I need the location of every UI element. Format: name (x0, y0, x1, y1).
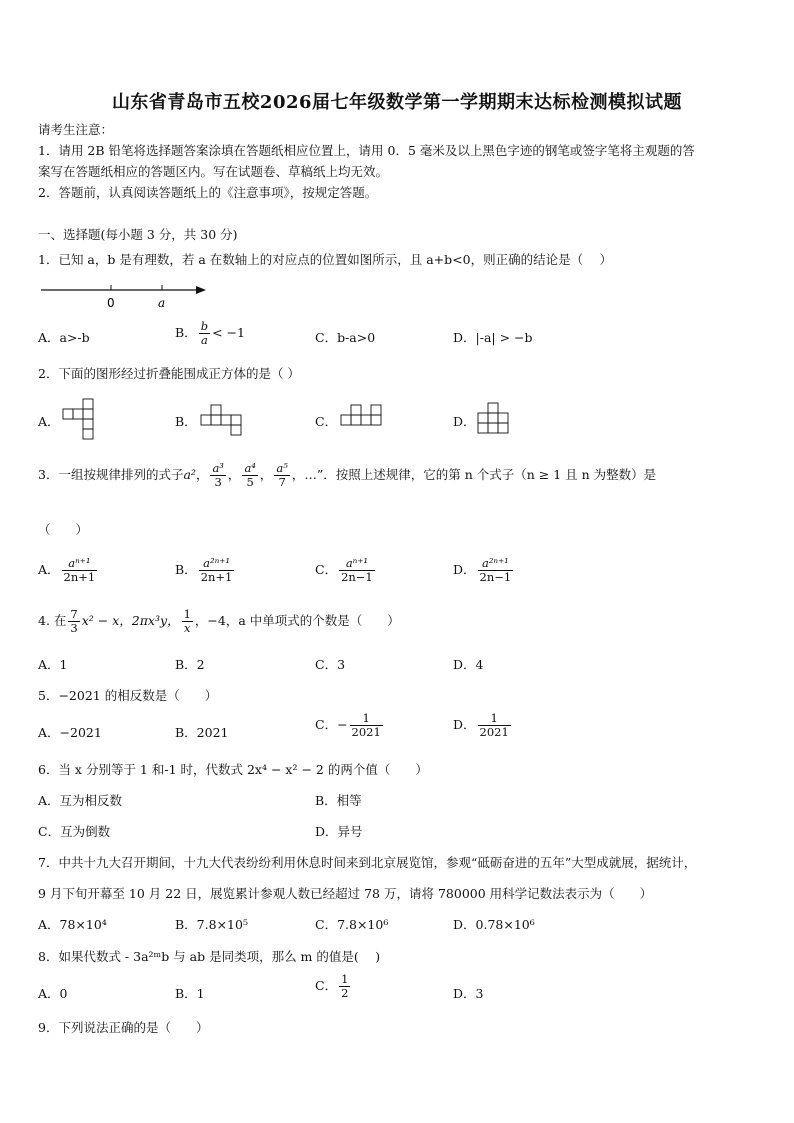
q5-option-a[interactable]: A．−2021 (38, 725, 102, 740)
q7-option-d[interactable]: D．0.78×10⁶ (453, 917, 535, 932)
notice-heading: 请考生注意： (38, 122, 114, 137)
q6-option-b[interactable]: B．相等 (315, 793, 362, 808)
q2-option-c[interactable]: C． (315, 414, 338, 429)
q1-option-c[interactable]: C．b-a>0 (315, 330, 376, 345)
q4-option-b[interactable]: B．2 (175, 657, 205, 672)
q5-option-d[interactable]: D． $\frac{1}{2021}$ (453, 711, 509, 740)
q4-option-c[interactable]: C．3 (315, 657, 346, 672)
q2-net-d-figure (477, 402, 513, 436)
q3-stem: 3．一组按规律排列的式子a²， $\frac{\text{a³}}{3}$ ， $\frac{\text{a⁴}}{5}$ ， $\frac{\text{a⁵}}{7}$ ，…”．按照上述规律，它的第 n 个式子（n ≥ 1 且 n 为整数）是 (38, 461, 657, 490)
q3-answer-paren: （ ） (38, 522, 89, 537)
arrow-head-icon (196, 286, 206, 294)
notice-item-1-cont: 案写在答题纸相应的答题区内。写在试题卷、草稿纸上均无效。 (38, 164, 389, 179)
q4-option-d[interactable]: D．4 (453, 657, 484, 672)
q1-stem: 1．已知 a，b 是有理数，若 a 在数轴上的对应点的位置如图所示，且 a+b<0，则正确的结论是（ ） (38, 252, 613, 267)
q2-option-a[interactable]: A． (38, 414, 60, 429)
page-title: 山东省青岛市五校2026届七年级数学第一学期期末达标检测模拟试题 (111, 92, 683, 113)
q6-stem: 6．当 x 分别等于 1 和-1 时，代数式 2x⁴ − x² − 2 的两个值（ ） (38, 762, 428, 777)
q1-option-b[interactable]: B． $\frac{b}{a}$ < −1 (175, 319, 245, 348)
q8-option-b[interactable]: B．1 (175, 986, 205, 1001)
label-zero: 0 (107, 296, 115, 310)
q3-option-b[interactable]: B． $\frac{\text{a²ⁿ⁺¹}}{2n+1}$ (175, 556, 233, 585)
notice-item-1: 1．请用 2B 铅笔将选择题答案涂填在答题纸相应位置上，请用 0．5 毫米及以上黑色字迹的钢笔或签字笔将主观题的答 (38, 143, 695, 158)
section-heading: 一、选择题(每小题 3 分，共 30 分) (38, 227, 238, 242)
q8-option-c[interactable]: C． $\frac{1}{2}$ (315, 972, 349, 1001)
q4-stem: 4. 在 $\frac{7}{3}$ x² − x，2πx³y， $\frac{1}{x}$ ，−4，a 中单项式的个数是（ ） (38, 607, 400, 636)
q5-stem: 5．−2021 的相反数是（ ） (38, 688, 218, 703)
q5-option-b[interactable]: B．2021 (175, 725, 229, 740)
q2-net-c-figure (340, 404, 386, 432)
q9-stem: 9．下列说法正确的是（ ） (38, 1020, 209, 1035)
notice-item-2: 2．答题前，认真阅读答题纸上的《注意事项》，按规定答题。 (38, 185, 378, 200)
q6-option-a[interactable]: A．互为相反数 (38, 793, 123, 808)
q1-option-a[interactable]: A．a>-b (38, 330, 90, 345)
q6-option-c[interactable]: C．互为倒数 (38, 824, 111, 839)
q3-option-d[interactable]: D． $\frac{\text{a²ⁿ⁺¹}}{2n-1}$ (453, 556, 512, 585)
q8-stem: 8．如果代数式 - 3a²ᵐb 与 ab 是同类项，那么 m 的值是( ) (38, 949, 381, 964)
q8-option-d[interactable]: D．3 (453, 986, 484, 1001)
q7-option-c[interactable]: C．7.8×10⁶ (315, 917, 389, 932)
q7-stem-line-2: 9 月下旬开幕至 10 月 22 日，展览累计参观人数已经超过 78 万，请将 780000 用科学记数法表示为（ ） (38, 886, 653, 901)
q8-option-a[interactable]: A．0 (38, 986, 68, 1001)
q7-option-b[interactable]: B．7.8×10⁵ (175, 917, 248, 932)
q3-option-a[interactable]: A． $\frac{\text{aⁿ⁺¹}}{2n+1}$ (38, 556, 96, 585)
q2-net-a-figure (62, 398, 98, 440)
q3-option-c[interactable]: C． $\frac{\text{aⁿ⁺¹}}{2n-1}$ (315, 556, 373, 585)
q2-option-b[interactable]: B． (175, 414, 197, 429)
q5-option-c[interactable]: C．− $\frac{1}{2021}$ (315, 711, 381, 740)
q6-option-d[interactable]: D．异号 (315, 824, 363, 839)
q2-net-b-figure (200, 404, 246, 436)
q7-option-a[interactable]: A．78×10⁴ (38, 917, 107, 932)
q4-option-a[interactable]: A．1 (38, 657, 68, 672)
q7-stem-line-1: 7．中共十九大召开期间，十九大代表纷纷利用休息时间来到北京展览馆，参观“砥砺奋进的五年”大型成就展，据统计， (38, 855, 697, 870)
q2-stem: 2．下面的图形经过折叠能围成正方体的是（ ） (38, 366, 300, 381)
q1-option-d[interactable]: D．|-a| > −b (453, 330, 533, 345)
label-a: a (158, 296, 166, 310)
q2-option-d[interactable]: D． (453, 414, 476, 429)
number-line-figure (38, 280, 213, 314)
